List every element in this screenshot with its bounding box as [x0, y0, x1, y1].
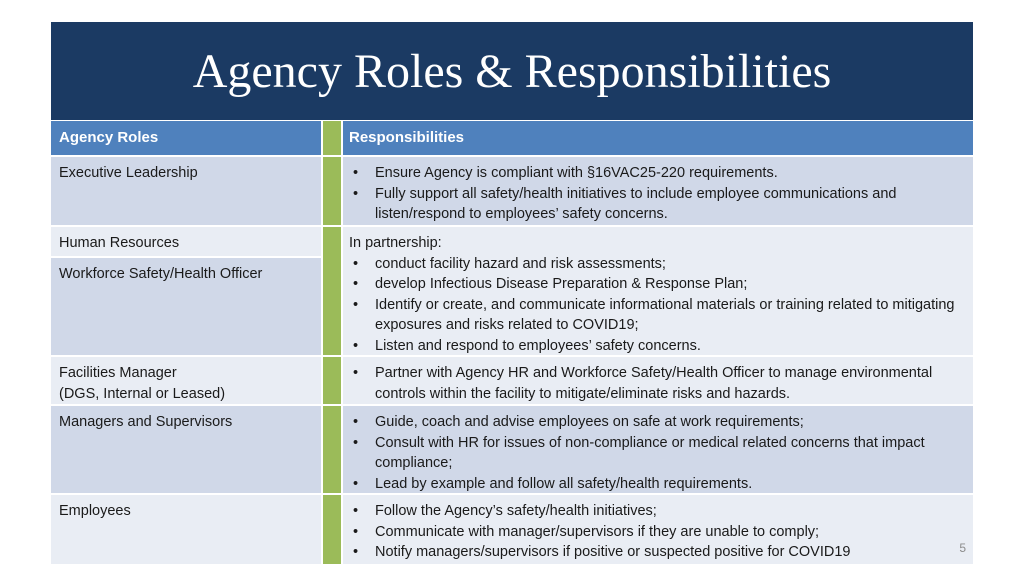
role-cell: Workforce Safety/Health Officer: [51, 258, 321, 355]
responsibility-cell: [343, 157, 973, 225]
responsibility-cell: [343, 495, 973, 564]
table-row: [51, 406, 973, 495]
role-cell: Human Resources: [51, 227, 321, 258]
responsibility-cell: [343, 227, 973, 355]
table-row: [51, 357, 973, 406]
accent-column: [323, 227, 341, 355]
list-item: • Communicate with manager/supervisors if they are unable to comply;: [349, 522, 965, 543]
responsibility-cell: [343, 406, 973, 493]
role-name: Facilities Manager: [59, 365, 177, 381]
list-item: • Lead by example and follow all safety/health requirements.: [349, 474, 965, 495]
list-item: • develop Infectious Disease Preparation & Response Plan;: [349, 274, 965, 295]
role-cell: Managers and Supervisors: [51, 406, 321, 493]
header-agency-roles: Agency Roles: [51, 121, 321, 155]
role-cell: Executive Leadership: [51, 157, 321, 225]
list-item: • conduct facility hazard and risk assessments;: [349, 254, 965, 275]
title-bar: [51, 22, 973, 120]
role-cell: [51, 357, 321, 404]
accent-column: [323, 495, 341, 564]
page-number: 5: [959, 541, 966, 555]
table-row: [51, 227, 973, 357]
list-item: • Notify managers/supervisors if positive or suspected positive for COVID19: [349, 542, 965, 563]
list-item: • Follow the Agency’s safety/health initiatives;: [349, 501, 965, 522]
list-item: • Consult with HR for issues of non-compliance or medical related concerns that impact compliance;: [349, 433, 965, 474]
list-item: • Listen and respond to employees’ safety concerns.: [349, 336, 965, 357]
role-subtext: (DGS, Internal or Leased): [59, 385, 226, 402]
list-item: • Ensure Agency is compliant with §16VAC25-220 requirements.: [349, 163, 965, 184]
roles-table: [51, 121, 973, 564]
role-cell: Employees: [51, 495, 321, 564]
accent-column: [323, 357, 341, 404]
accent-column: [323, 157, 341, 225]
table-header: [51, 121, 973, 157]
slide-title: Agency Roles & Responsibilities: [192, 44, 832, 98]
table-row: [51, 157, 973, 227]
list-item: • Identify or create, and communicate informational materials or training related to mitigating exposures and risks related to COVID19;: [349, 295, 965, 336]
responsibility-cell: [343, 357, 973, 404]
accent-column: [323, 406, 341, 493]
accent-column: [323, 121, 341, 155]
intro-text: In partnership:: [349, 235, 442, 251]
header-responsibilities: Responsibilities: [343, 121, 973, 155]
table-row: [51, 495, 973, 564]
list-item: • Partner with Agency HR and Workforce Safety/Health Officer to manage environmental controls within the facility to mitigate/eliminate risks and hazards.: [349, 363, 965, 404]
list-item: • Guide, coach and advise employees on safe at work requirements;: [349, 412, 965, 433]
list-item: • Fully support all safety/health initiatives to include employee communications and listen/respond to employees’ safety concerns.: [349, 184, 965, 225]
